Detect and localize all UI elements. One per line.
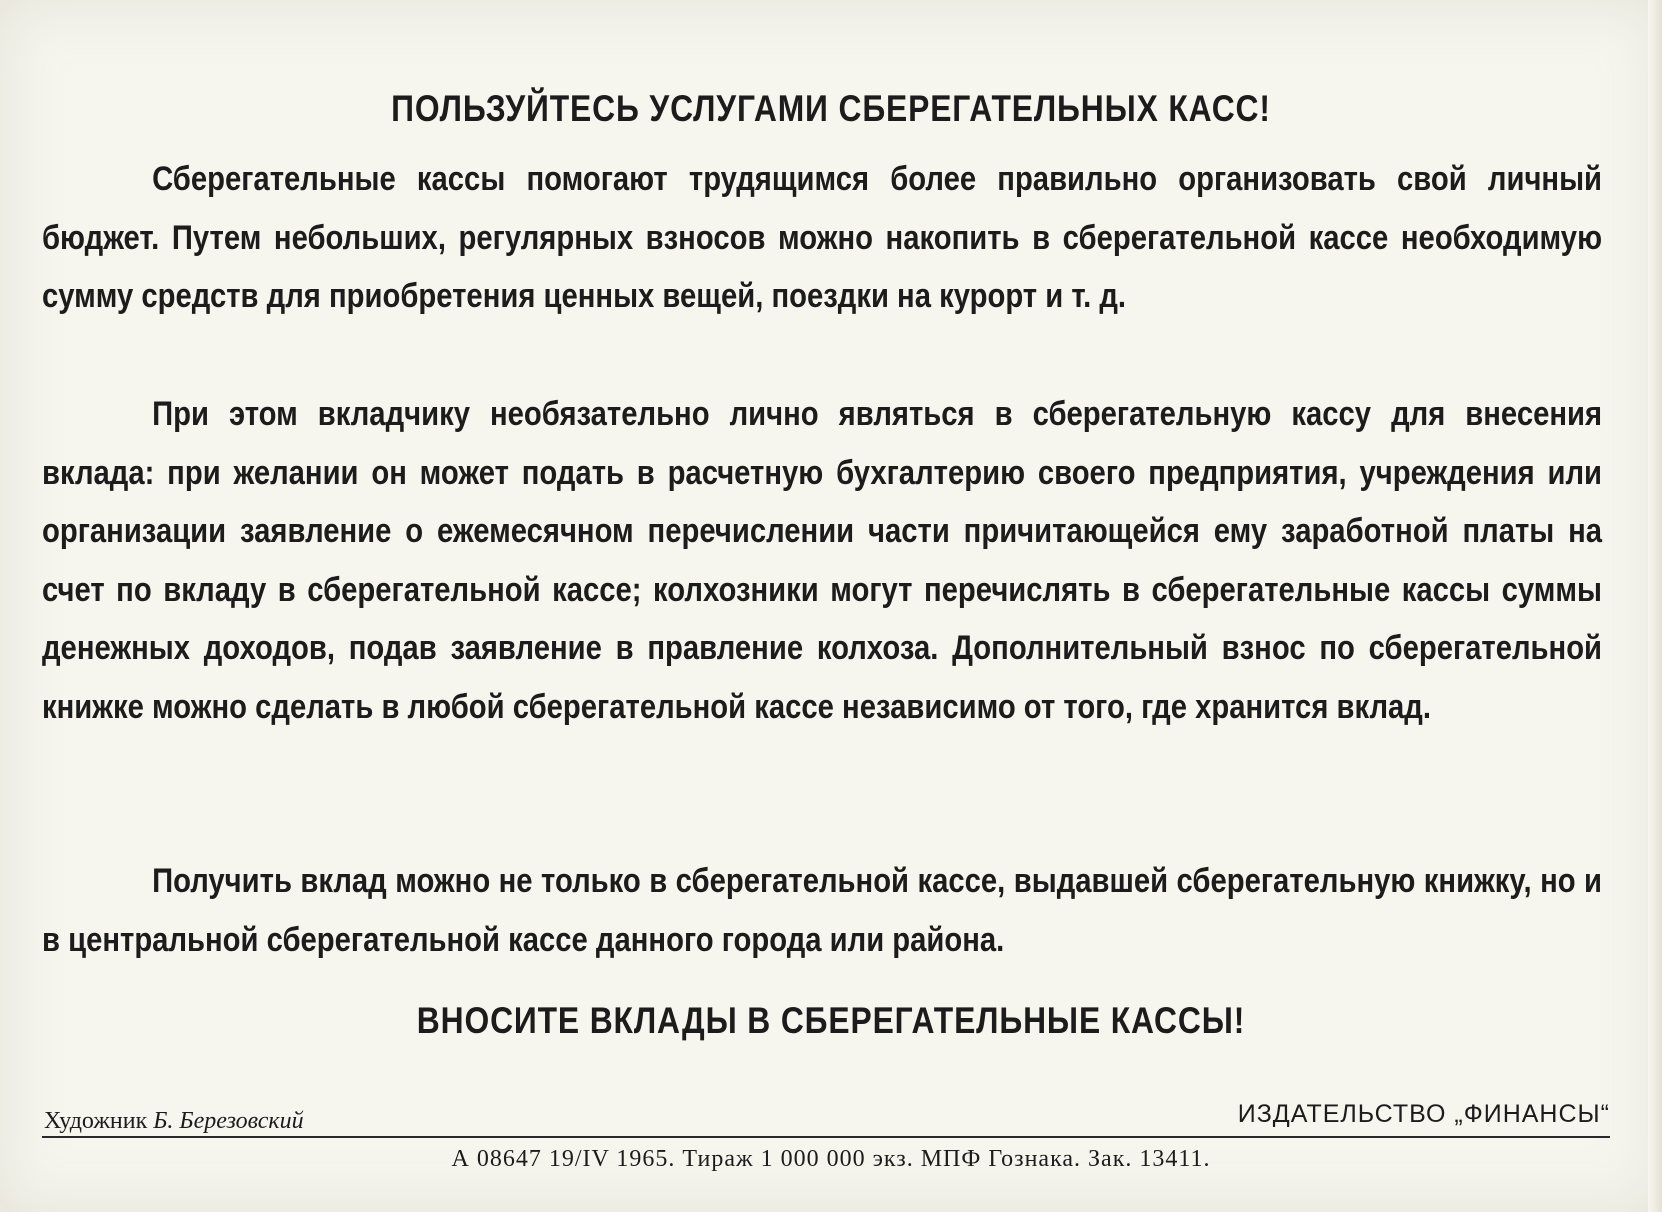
artist-name: Б. Березовский bbox=[153, 1108, 304, 1134]
slogan: ВНОСИТЕ ВКЛАДЫ В СБЕРЕГАТЕЛЬНЫЕ КАССЫ! bbox=[416, 1000, 1246, 1041]
print-imprint: А 08647 19/IV 1965. Тираж 1 000 000 экз. МПФ Гознака. Зак. 13411. bbox=[451, 1146, 1211, 1172]
paragraph-3: Получить вклад можно не только в сберегательной кассе, выдавшей сберегательную книжку, но и в центральной сберегательной кассе данного города или района. bbox=[42, 862, 1603, 959]
paragraph-2: При этом вкладчику необязательно лично являться в сберегательную кассу для внесения вклада: при желании он может подать в расчетную бухгалтерию своего предприятия, учреждения или организации заявление о ежемесячном перечислении части причитающейся ему заработной платы на счет по вкладу в сберегательной кассе; колхозники могут перечислять в сберегательные кассы суммы денежных доходов, подав заявление в правление колхоза. Дополнительный взнос по сберегательной книжке можно сделать в любой сберегательной кассе независимо от того, где хранится вклад. bbox=[42, 395, 1603, 726]
paper-edge bbox=[1648, 0, 1662, 1212]
artist-label: Художник bbox=[44, 1108, 148, 1134]
paragraph-1: Сберегательные кассы помогают трудящимся более правильно организовать свой личный бюджет. Путем небольших, регулярных взносов можно накопить в сберегательной кассе необходимую сумму средств для приобретения ценных вещей, поездки на курорт и т. д. bbox=[42, 160, 1603, 315]
artist-credit bbox=[44, 1108, 304, 1135]
heading-title: ПОЛЬЗУЙТЕСЬ УСЛУГАМИ СБЕРЕГАТЕЛЬНЫХ КАСС! bbox=[391, 88, 1271, 129]
footer-divider bbox=[42, 1136, 1610, 1138]
publisher-name: ИЗДАТЕЛЬСТВО „ФИНАНСЫ“ bbox=[1237, 1100, 1610, 1128]
